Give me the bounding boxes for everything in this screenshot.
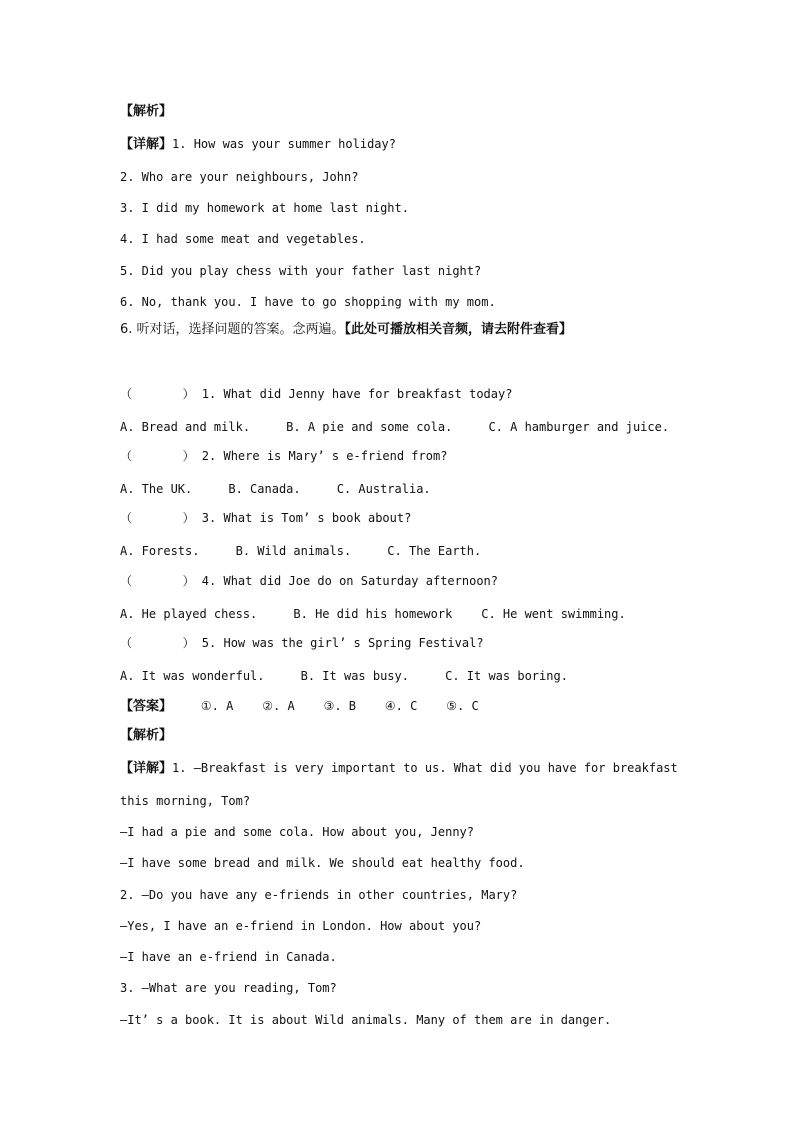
section-instruction	[120, 322, 572, 338]
question-options: A. Forests. B. Wild animals. C. The Earth.	[120, 544, 482, 558]
detail-line: —It’ s a book. It is about Wild animals. Many of them are in danger.	[120, 1013, 612, 1027]
answer-heading: 【答案】	[120, 699, 173, 714]
detail-heading: 【详解】	[120, 137, 173, 152]
answer-values: ①. A ②. A ③. B ④. C ⑤. C	[172, 699, 479, 713]
detail-line: 2. —Do you have any e-friends in other countries, Mary?	[120, 888, 518, 902]
question-stem: （ ） 4. What did Joe do on Saturday afternoon?	[120, 574, 499, 588]
question-options: A. Bread and milk. B. A pie and some cola. C. A hamburger and juice.	[120, 420, 670, 434]
analysis-heading: 【解析】	[120, 104, 173, 119]
question-stem: （ ） 2. Where is Mary’ s e-friend from?	[120, 449, 448, 463]
question-stem: （ ） 1. What did Jenny have for breakfast today?	[120, 387, 513, 401]
detail-text: 1. How was your summer holiday?	[172, 137, 396, 151]
question-options: A. The UK. B. Canada. C. Australia.	[120, 482, 431, 496]
detail-line: —I had a pie and some cola. How about you, Jenny?	[120, 825, 475, 839]
instruction-text: 6. 听对话，选择问题的答案。念两遍。	[120, 322, 345, 337]
detail-text: 1. —Breakfast is very important to us. What did you have for breakfast	[172, 761, 678, 775]
question-stem: （ ） 3. What is Tom’ s book about?	[120, 511, 412, 525]
detail-line	[120, 760, 678, 777]
detail-line	[120, 136, 396, 153]
detail-line: 5. Did you play chess with your father last night?	[120, 264, 482, 278]
detail-line: this morning, Tom?	[120, 794, 251, 808]
question-options: A. It was wonderful. B. It was busy. C. It was boring.	[120, 669, 568, 683]
detail-line: 6. No, thank you. I have to go shopping with my mom.	[120, 295, 496, 309]
question-options: A. He played chess. B. He did his homework C. He went swimming.	[120, 607, 626, 621]
detail-line: 2. Who are your neighbours, John?	[120, 170, 359, 184]
detail-line: —I have some bread and milk. We should eat healthy food.	[120, 856, 525, 870]
detail-heading: 【详解】	[120, 761, 173, 776]
detail-line: —Yes, I have an e-friend in London. How about you?	[120, 919, 482, 933]
detail-line: —I have an e-friend in Canada.	[120, 950, 337, 964]
answer-line	[120, 698, 479, 715]
analysis-heading: 【解析】	[120, 728, 173, 743]
question-stem: （ ） 5. How was the girl’ s Spring Festival?	[120, 636, 484, 650]
audio-note: 【此处可播放相关音频，请去附件查看】	[344, 322, 573, 337]
detail-line: 3. —What are you reading, Tom?	[120, 981, 337, 995]
detail-line: 4. I had some meat and vegetables.	[120, 232, 366, 246]
detail-line: 3. I did my homework at home last night.	[120, 201, 409, 215]
